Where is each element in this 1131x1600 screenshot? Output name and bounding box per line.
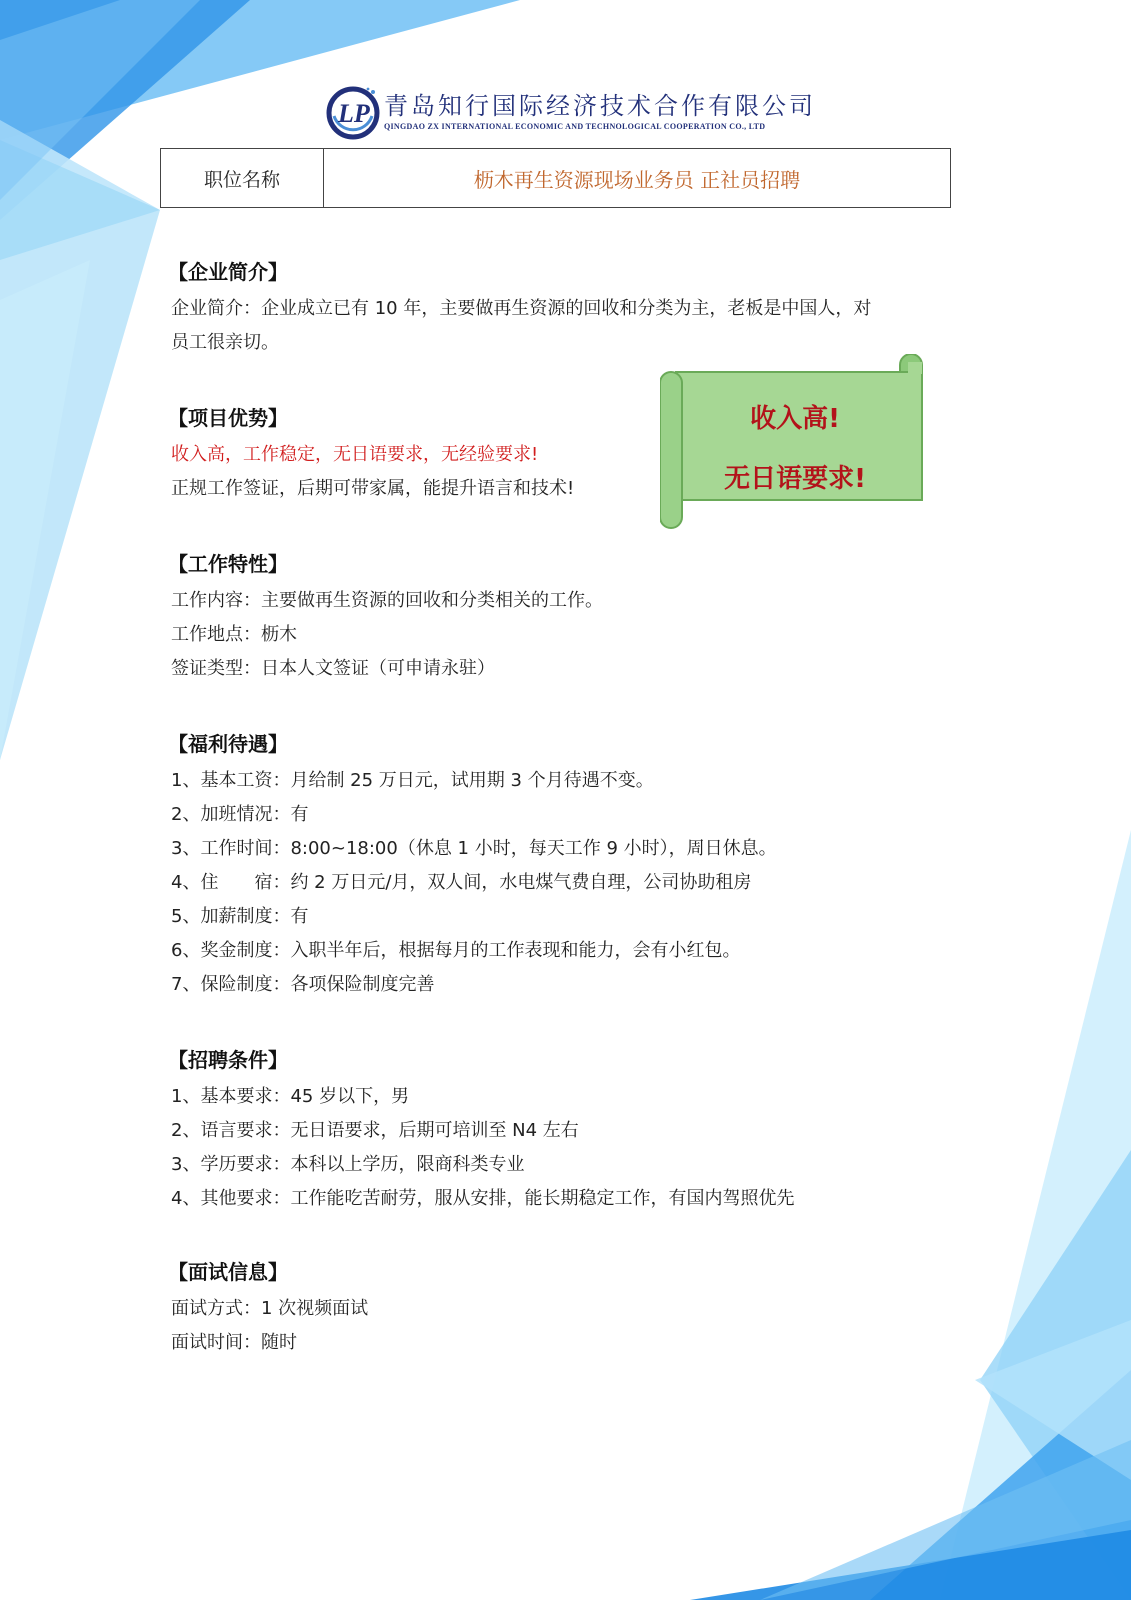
advantages-highlight: 收入高，工作稳定，无日语要求，无经验要求! bbox=[171, 444, 539, 465]
requirement-line: 2、语言要求：无日语要求，后期可培训至 N4 左右 bbox=[171, 1120, 579, 1141]
banner-line-language: 无日语要求! bbox=[724, 464, 866, 494]
position-title: 枥木再生资源现场业务员 正社员招聘 bbox=[473, 167, 801, 192]
benefit-line: 5、加薪制度：有 bbox=[171, 906, 309, 927]
benefit-line: 6、奖金制度：入职半年后，根据每月的工作表现和能力，会有小红包。 bbox=[171, 940, 741, 961]
section-title-company: 【企业简介】 bbox=[168, 260, 288, 284]
company-name-cn: 青岛知行国际经济技术合作有限公司 bbox=[384, 92, 816, 120]
benefit-line: 1、基本工资：月给制 25 万日元，试用期 3 个月待遇不变。 bbox=[171, 770, 654, 791]
company-logo bbox=[326, 84, 816, 142]
job-line: 签证类型：日本人文签证（可申请永驻） bbox=[171, 658, 495, 679]
company-line: 企业简介：企业成立已有 10 年，主要做再生资源的回收和分类为主，老板是中国人，对 bbox=[171, 298, 872, 319]
position-table bbox=[160, 148, 951, 208]
advantages-line: 正规工作签证，后期可带家属，能提升语言和技术! bbox=[171, 478, 575, 499]
section-title-interview: 【面试信息】 bbox=[168, 1260, 288, 1284]
benefit-line: 3、工作时间：8:00~18:00（休息 1 小时，每天工作 9 小时），周日休息。 bbox=[171, 838, 777, 859]
benefit-line: 4、住 宿：约 2 万日元/月，双人间，水电煤气费自理，公司协助租房 bbox=[171, 872, 752, 893]
section-title-job: 【工作特性】 bbox=[168, 552, 288, 576]
section-title-advantages: 【项目优势】 bbox=[168, 406, 288, 430]
interview-line: 面试时间：随时 bbox=[171, 1332, 297, 1353]
logo-mark-text: LP bbox=[338, 99, 370, 128]
position-label: 职位名称 bbox=[161, 149, 324, 207]
interview-line: 面试方式：1 次视频面试 bbox=[171, 1298, 369, 1319]
benefit-line: 2、加班情况：有 bbox=[171, 804, 309, 825]
section-title-benefits: 【福利待遇】 bbox=[168, 732, 288, 756]
benefit-line: 7、保险制度：各项保险制度完善 bbox=[171, 974, 435, 995]
requirement-line: 4、其他要求：工作能吃苦耐劳，服从安排，能长期稳定工作，有国内驾照优先 bbox=[171, 1188, 795, 1209]
scroll-banner bbox=[660, 354, 942, 529]
section-title-requirements: 【招聘条件】 bbox=[168, 1048, 288, 1072]
job-line: 工作内容：主要做再生资源的回收和分类相关的工作。 bbox=[171, 590, 603, 611]
job-line: 工作地点：枥木 bbox=[171, 624, 297, 645]
requirement-line: 1、基本要求：45 岁以下，男 bbox=[171, 1086, 410, 1107]
requirement-line: 3、学历要求：本科以上学历，限商科类专业 bbox=[171, 1154, 525, 1175]
company-name-en: QINGDAO ZX INTERNATIONAL ECONOMIC AND TECHNOLOGICAL COOPERATION CO., LTD bbox=[384, 122, 766, 131]
company-logo-icon bbox=[326, 86, 380, 140]
banner-line-income: 收入高! bbox=[750, 404, 840, 434]
company-line: 员工很亲切。 bbox=[171, 332, 279, 353]
